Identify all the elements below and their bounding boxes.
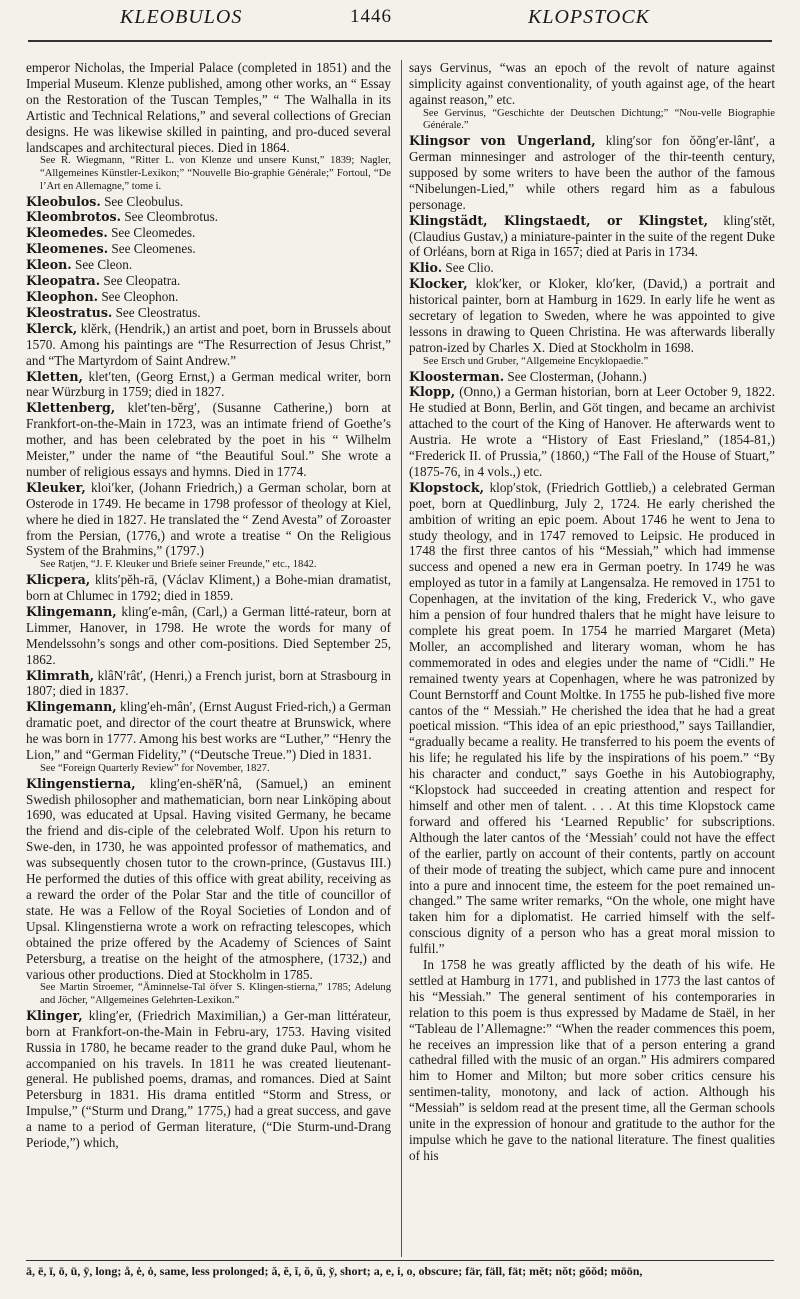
entry-headword: Klingemann,: [26, 603, 117, 619]
entry-headword: Klicpera,: [26, 572, 91, 588]
entry-headword: Kleon.: [26, 257, 72, 273]
header-rule: [28, 40, 772, 42]
entry-body: kling′eh-mân′, (Ernst August Fried-rich,) a German dramatic poet, and director of the court theatre at Brunswick, where he was born in 1777. Among his best works are “Luther,” “Henry the Lion,” and “German Fidelity,” (“Deutsche Treue.”) Died in 1831.: [26, 699, 391, 763]
entry-headword: Kleostratus.: [26, 304, 113, 320]
dictionary-entry: [26, 776, 391, 983]
dictionary-entry: [26, 241, 391, 257]
entry-body: klok′ker, or Kloker, klo′ker, (David,) a portrait and historical painter, born at Hamburg in 1629. In early life he went as secretary of legation to Sweden, where he was appointed to give lessons in drawing to Queen Christina. He was afterwards liberally patron-ized by Charles X. Died at Stockholm in 1698.: [409, 276, 775, 355]
entry-body: klits′pĕh-rā, (Václav Kliment,) a Bohe-mian dramatist, born at Chlumec in 1792; died in 1859.: [26, 572, 391, 603]
entry-headword: Kleobulos.: [26, 193, 101, 209]
entry-body: See Cleomedes.: [107, 225, 196, 241]
dictionary-entry: [26, 194, 391, 210]
dictionary-entry: [26, 668, 391, 700]
dictionary-entry: [26, 572, 391, 604]
dictionary-entry: [409, 260, 775, 276]
entry-headword: Klingemann,: [26, 699, 117, 715]
entry-headword: Klettenberg,: [26, 400, 116, 416]
entry-body: klet′ten-bĕrg′, (Susanne Catherine,) born at Frankfort-on-the-Main in 1723, was an intimate friend of Goethe’s mother, and has been celebrated by the poet in his “ Wilhelm Meister,” under the name of “the Beautiful Soul.” She wrote a number of religious essays and hymns. Died in 1774.: [26, 400, 391, 479]
entry-headword: Kleopatra.: [26, 273, 101, 289]
entry-headword: Kleuker,: [26, 479, 86, 495]
entry-body: See Cleostratus.: [112, 304, 201, 320]
entry-headword: Kleomenes.: [26, 241, 109, 257]
entry-body: klet′ten, (Georg Ernst,) a German medical writer, born near Würzburg in 1759; died in 1827.: [26, 368, 391, 400]
body-paragraph: says Gervinus, “was an epoch of the revolt of nature against simplicity against conventionality, of youth against age, of the heart against reason,” etc.: [409, 60, 775, 107]
column-divider: [401, 60, 402, 1257]
entry-headword: Klio.: [409, 260, 443, 276]
reference-note: See Ersch und Gruber, “Allgemeine Encyklopaedie.”: [423, 355, 649, 367]
page-number: 1446: [350, 6, 392, 27]
entry-body: kling′stĕt, (Claudius Gustav,) a miniature-painter in the suite of the regent Duke of Orléans, born at Riga in 1657; died at Paris in 1734.: [409, 212, 775, 260]
dictionary-entry: [409, 369, 775, 385]
entry-headword: Klimrath,: [26, 667, 94, 683]
dictionary-entry: [26, 1008, 391, 1151]
entry-headword: Klingenstierna,: [26, 775, 136, 791]
entry-headword: Klingsor von Ungerland,: [409, 133, 596, 149]
header-right-word: KLOPSTOCK: [527, 6, 650, 28]
dictionary-entry: [26, 289, 391, 305]
entry-body: See Clio.: [442, 260, 494, 276]
entry-headword: Klerck,: [26, 320, 78, 336]
dictionary-entry: [26, 699, 391, 763]
entry-headword: Kloosterman.: [409, 368, 505, 384]
dictionary-entry: [26, 305, 391, 321]
pronunciation-key: ā, ē, ī, ō, ū, ȳ, long; å, ė, ȯ, same, less prolonged; ă, ĕ, ĭ, ŏ, ŭ, y̆, short; a, e, i, o, obscure; fär, fäll, fät; mĕt; nŏt; gŏŏd; mōōn,: [26, 1264, 643, 1278]
reference-note: See Martin Stroemer, “Äminnelse-Tal öfver S. Klingen-stierna,” 1785; Adelung and Jöcher, “Allgemeines Gelehrten-Lexikon.”: [40, 982, 391, 1007]
entry-body: See Closterman, (Johann.): [504, 368, 647, 384]
reference-note: See Gervinus, “Geschichte der Deutschen Dichtung;” “Nou-velle Biographie Générale.”: [423, 107, 775, 132]
reference-note: See R. Wiegmann, “Ritter L. von Klenze und unsere Kunst,” 1839; Nagler, “Allgemeines Künstler-Lexikon;” “Nouvelle Bio-graphie Générale;” Fortoul, “De l’Art en Allemagne,” tome i.: [40, 155, 391, 192]
right-column: [409, 60, 775, 1258]
dictionary-entry: [26, 321, 391, 369]
entry-headword: Klinger,: [26, 1007, 83, 1023]
entry-headword: Kletten,: [26, 368, 83, 384]
reference-note: See “Foreign Quarterly Review” for November, 1827.: [40, 762, 270, 774]
dictionary-entry: [409, 213, 775, 261]
entry-body: kling′en-shēR′nâ, (Samuel,) an eminent Swedish philosopher and mathematician, born near Linköping about 1690, was educated at Upsal. Having visited Germany, he became the friend and dis-ciple of the celebrated Wolf. Upon his return to Swe-den, in 1730, he was appointed professor of mathematics, and was subsequently chosen tutor to the crown-prince, (Gustavus III.) He performed the duties of this office with great ability, receiving as a reward the order of the Polar Star and the title of councillor of state. He was a Fellow of the Royal Societies of London and of Upsal. Klingenstierna wrote a work on refracting telescopes, which obtained the prize offered by the Academy of Sciences of Saint Petersburg, a treatise on the height of the atmosphere, (1732,) and various other productions. Died at Stockholm in 1785.: [26, 775, 391, 982]
entry-body: (Onno,) a German historian, born at Leer October 9, 1822. He studied at Bonn, Berlin, and Göt tingen, and became an archivist attached to the court of the King of Hanover. He afterwards went to Austria. He wrote a “History of East Friesland,” (1854-81,) “Frederick II. of Prussia,” (1860,) “The Fall of the House of Stuart,” (1875-76, in 4 vols.,) etc.: [409, 384, 775, 479]
entry-headword: Klopstock,: [409, 479, 485, 495]
entry-headword: Klingstädt, Klingstaedt, or Klingstet,: [409, 212, 709, 228]
footer-rule: [26, 1260, 774, 1261]
entry-body: kloi′ker, (Johann Friedrich,) a German scholar, born at Osterode in 1749. He became in 1798 professor of theology at Kiel, where he died in 1827. He translated the “ Zend Avesta” of Zoroaster from the Persian, (1776,) and wrote a treatise “ On the Religious System of the Brahmins,” (1797.): [26, 479, 391, 559]
entry-body: kling′er, (Friedrich Maximilian,) a Ger-man littérateur, born at Frankfort-on-the-Main in Febru-ary, 1753. Having visited Russia in 1780, he became reader to the grand duke Paul, whom he accompanied on his travels. In 1811 he was created lieutenant-general. He published poems, dramas, and romances. Died at Saint Petersburg in 1831. His drama entitled “Storm and Stress, or Impulse,” (“Sturm und Drang,” 1775,) had a great success, and gave a name to a period of German literature, (“Die Sturm-und-Drang Periode,”) which,: [26, 1007, 391, 1151]
dictionary-entry: [409, 133, 775, 213]
dictionary-entry: [26, 400, 391, 480]
dictionary-entry: [409, 480, 775, 957]
header-left-word: KLEOBULOS: [120, 6, 243, 28]
entry-body: See Cleomenes.: [108, 241, 196, 257]
entry-body: kling′e-mân, (Carl,) a German litté-rateur, born at Limmer, Hanover, in 1798. He wrote the words for many of Mendelssohn’s songs and other com-positions. Died September 25, 1862.: [26, 603, 391, 667]
reference-note: See Ratjen, “J. F. Kleuker und Briefe seiner Freunde,” etc., 1842.: [40, 559, 317, 571]
entry-body: klop′stok, (Friedrich Gottlieb,) a celebrated German poet, born at Quedlinburg, July 2, 1724. He early cherished the ambition of writing an epic poem. About 1746 he went to Jena to study theology, and in 1747 removed to Leipsic. He produced in 1748 the first three cantos of his “Messiah,” which had immense success and opened a new era in German poetry. In 1749 he was employed as tutor in a family at Langensalza. He removed in 1751 to Copenhagen, at the invitation of the king, Frederick V., who gave him a pension of four hundred thalers that he might have leisure to complete his great poem. In 1754 he married Margaret (Meta) Moller, an accomplished and literary woman, whom he has commemorated in odes and elegies under the name of “Cidli.” He remained twenty years at Copenhagen, where he was patronized by Count Bernstorff and Count Moltke. In 1755 he pub-lished five more cantos of the “ Messiah.” He cherished the idea that he had a great poetical mission. “This idea of an epic priesthood,” says Taillandier, “gradually became a reality. He transferred to his poem the events of his life; he regulated his life by the inspirations of his poem.” “By his character and conduct,” says Goethe in his Autobiography, “Klopstock had succeeded in creating attention and respect for himself and other men of talent. . . . At this time Klopstock came forward and offered his ‘Learned Republic’ for subscriptions. Although the later cantos of the ‘Messiah’ could not have the effect of the earlier, partly on account of their contents, partly on account of their mode of treating the subject, which came pure and innocent into a pure and innocent time, the esteem for the poet remained un-changed.” The same writer remarks, “On the whole, one might have taken him for a diplomatist. He carried himself with the self-conscious dignity of a person who has a great moral mission to fulfil.”: [409, 479, 775, 957]
entry-body: See Cleobulus.: [100, 193, 184, 209]
dictionary-entry: [26, 369, 391, 401]
entry-body: See Cleombrotus.: [121, 209, 219, 225]
entry-body: See Cleophon.: [98, 288, 179, 304]
body-paragraph: emperor Nicholas, the Imperial Palace (completed in 1851) and the Imperial Museum. Klenze published, among other works, an “ Essay on the Restoration of the Tuscan Temples,” “ The Walhalla in its Artistic and Technical Relations,” and several collections of Grecian designs. He was likewise skilled in painting, and pro-duced several landscapes and architectural pieces. Died in 1864.: [26, 60, 391, 155]
entry-body: See Cleopatra.: [100, 273, 181, 289]
dictionary-entry: [26, 273, 391, 289]
entry-headword: Kleombrotos.: [26, 209, 122, 225]
dictionary-entry: [409, 384, 775, 479]
entry-body: kling′sor fon ŏŏng′er-lânt′, a German minnesinger and astrologer of the thir-teenth century, supposed by some writers to have been the author of the famous “Nibelungen-Lied,” while others regard him as a fabulous personage.: [409, 133, 775, 212]
entry-headword: Klocker,: [409, 276, 468, 292]
dictionary-entry: [26, 225, 391, 241]
dictionary-entry: [26, 209, 391, 225]
entry-body: See Cleon.: [71, 257, 133, 273]
entry-headword: Klopp,: [409, 384, 456, 400]
dictionary-entry: [26, 604, 391, 668]
left-column: [26, 60, 391, 1258]
entry-headword: Kleophon.: [26, 288, 99, 304]
dictionary-entry: [26, 257, 391, 273]
running-header: [28, 6, 772, 40]
entry-body: klâN′rât′, (Henri,) a French jurist, born at Strasbourg in 1807; died in 1837.: [26, 667, 391, 699]
body-paragraph: In 1758 he was greatly afflicted by the death of his wife. He settled at Hamburg in 1771, and published in 1773 the last cantos of his “Messiah.” The general sentiment of his contemporaries in relation to this poem is thus expressed by Madame de Staël, in her “Tableau de l’Allemagne:” “When the reader commences this poem, he receives an impression like that of a person entering a grand cathedral filled with the music of an organ.” His admirers compared him to Homer and Milton; but more sober critics censure his sentimen-tality, monotony, and lack of action. Although his “Messiah” is seldom read at the present time, all the German schools unite in the expression of honour and gratitude to the author for the impulse which he gave to the national literature. The finest qualities of his: [409, 957, 775, 1163]
entry-body: klĕrk, (Hendrik,) an artist and poet, born in Brussels about 1570. Among his paintings are “The Resurrection of Jesus Christ,” and “The Martyrdom of Saint Andrew.”: [26, 320, 391, 368]
dictionary-entry: [409, 276, 775, 356]
entry-headword: Kleomedes.: [26, 225, 108, 241]
dictionary-entry: [26, 480, 391, 560]
